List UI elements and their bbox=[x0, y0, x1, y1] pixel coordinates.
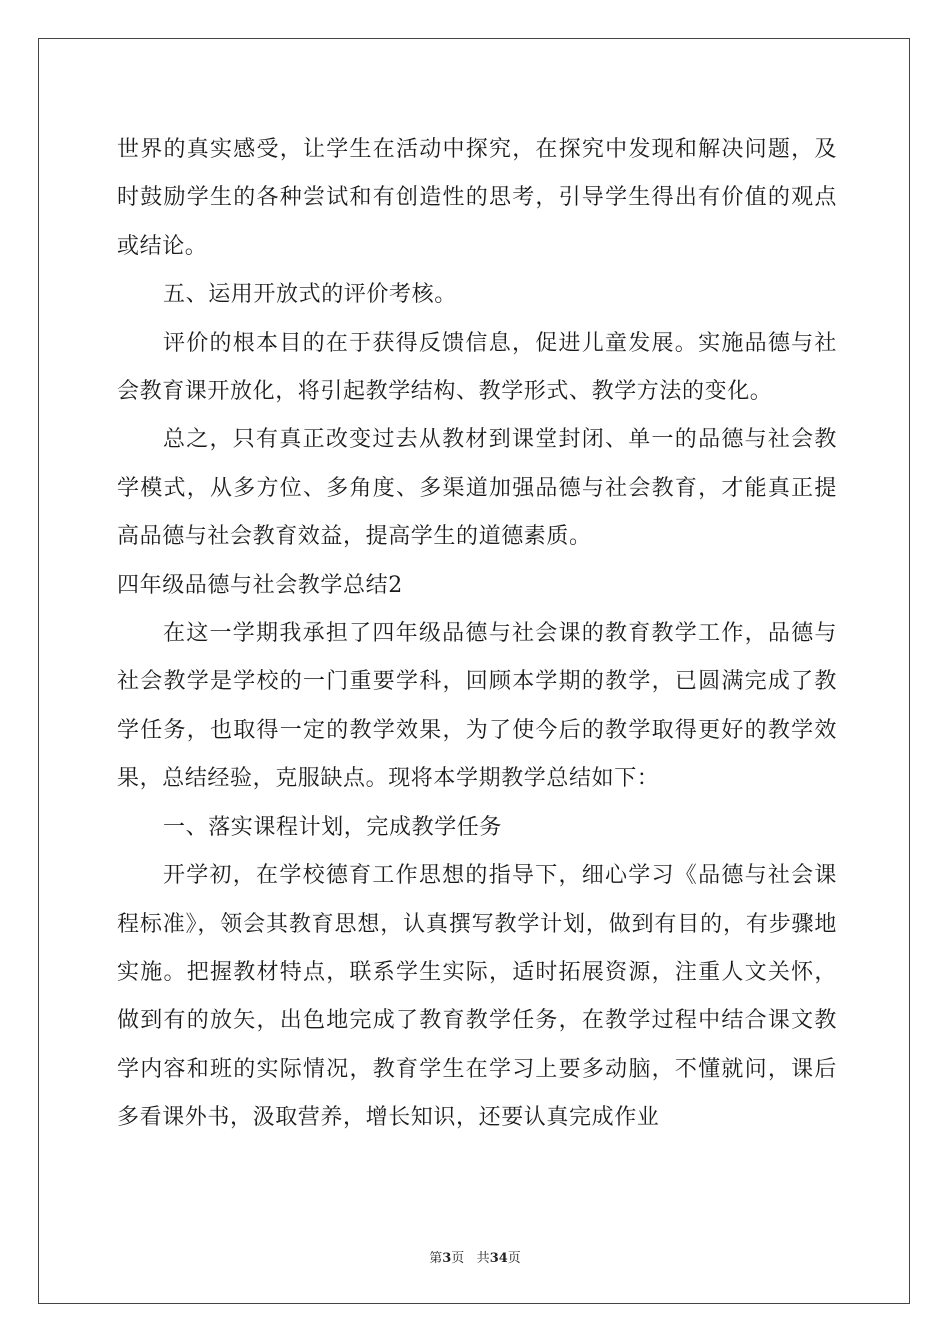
page-suffix: 页 bbox=[451, 1251, 465, 1266]
page-total: 34 bbox=[489, 1251, 508, 1266]
page-footer bbox=[0, 1247, 950, 1266]
total-prefix: 共 bbox=[476, 1251, 490, 1266]
section-heading-one: 一、落实课程计划，完成教学任务 bbox=[163, 814, 503, 840]
paragraph-semester-start: 开学初，在学校德育工作思想的指导下，细心学习《品德与社会课程标准》，领会其教育思想，认真撰写教学计划，做到有目的，有步骤地实施。把握教材特点，联系学生实际，适时拓展资源，注重人文关怀，做到有的放矢，出色地完成了教育教学任务，在教学过程中结合课文教学内容和班的实际情况，教育学生在学习上要多动脑，不懂就问，课后多看课外书，汲取营养，增长知识，还要认真完成作业 bbox=[117, 863, 837, 1131]
paragraph-intro: 在这一学期我承担了四年级品德与社会课的教育教学工作，品德与社会教学是学校的一门重要学科，回顾本学期的教学，已圆满完成了教学任务，也取得一定的教学效果，为了使今后的教学取得更好的教学效果，总结经验，克服缺点。现将本学期教学总结如下： bbox=[117, 621, 837, 792]
paragraph-conclusion: 总之，只有真正改变过去从教材到课堂封闭、单一的品德与社会教学模式，从多方位、多角度、多渠道加强品德与社会教育，才能真正提高品德与社会教育效益，提高学生的道德素质。 bbox=[117, 427, 837, 550]
document-body bbox=[117, 126, 837, 1143]
document-title: 四年级品德与社会教学总结2 bbox=[117, 572, 403, 598]
paragraph-continuation: 世界的真实感受，让学生在活动中探究，在探究中发现和解决问题，及时鼓励学生的各种尝试和有创造性的思考，引导学生得出有价值的观点或结论。 bbox=[117, 137, 837, 259]
page-prefix: 第 bbox=[429, 1251, 443, 1266]
section-heading-five: 五、运用开放式的评价考核。 bbox=[163, 282, 457, 308]
total-suffix: 页 bbox=[507, 1251, 521, 1266]
paragraph-evaluation: 评价的根本目的在于获得反馈信息，促进儿童发展。实施品德与社会教育课开放化，将引起教学结构、教学形式、教学方法的变化。 bbox=[117, 330, 837, 405]
page-current: 3 bbox=[442, 1251, 452, 1266]
